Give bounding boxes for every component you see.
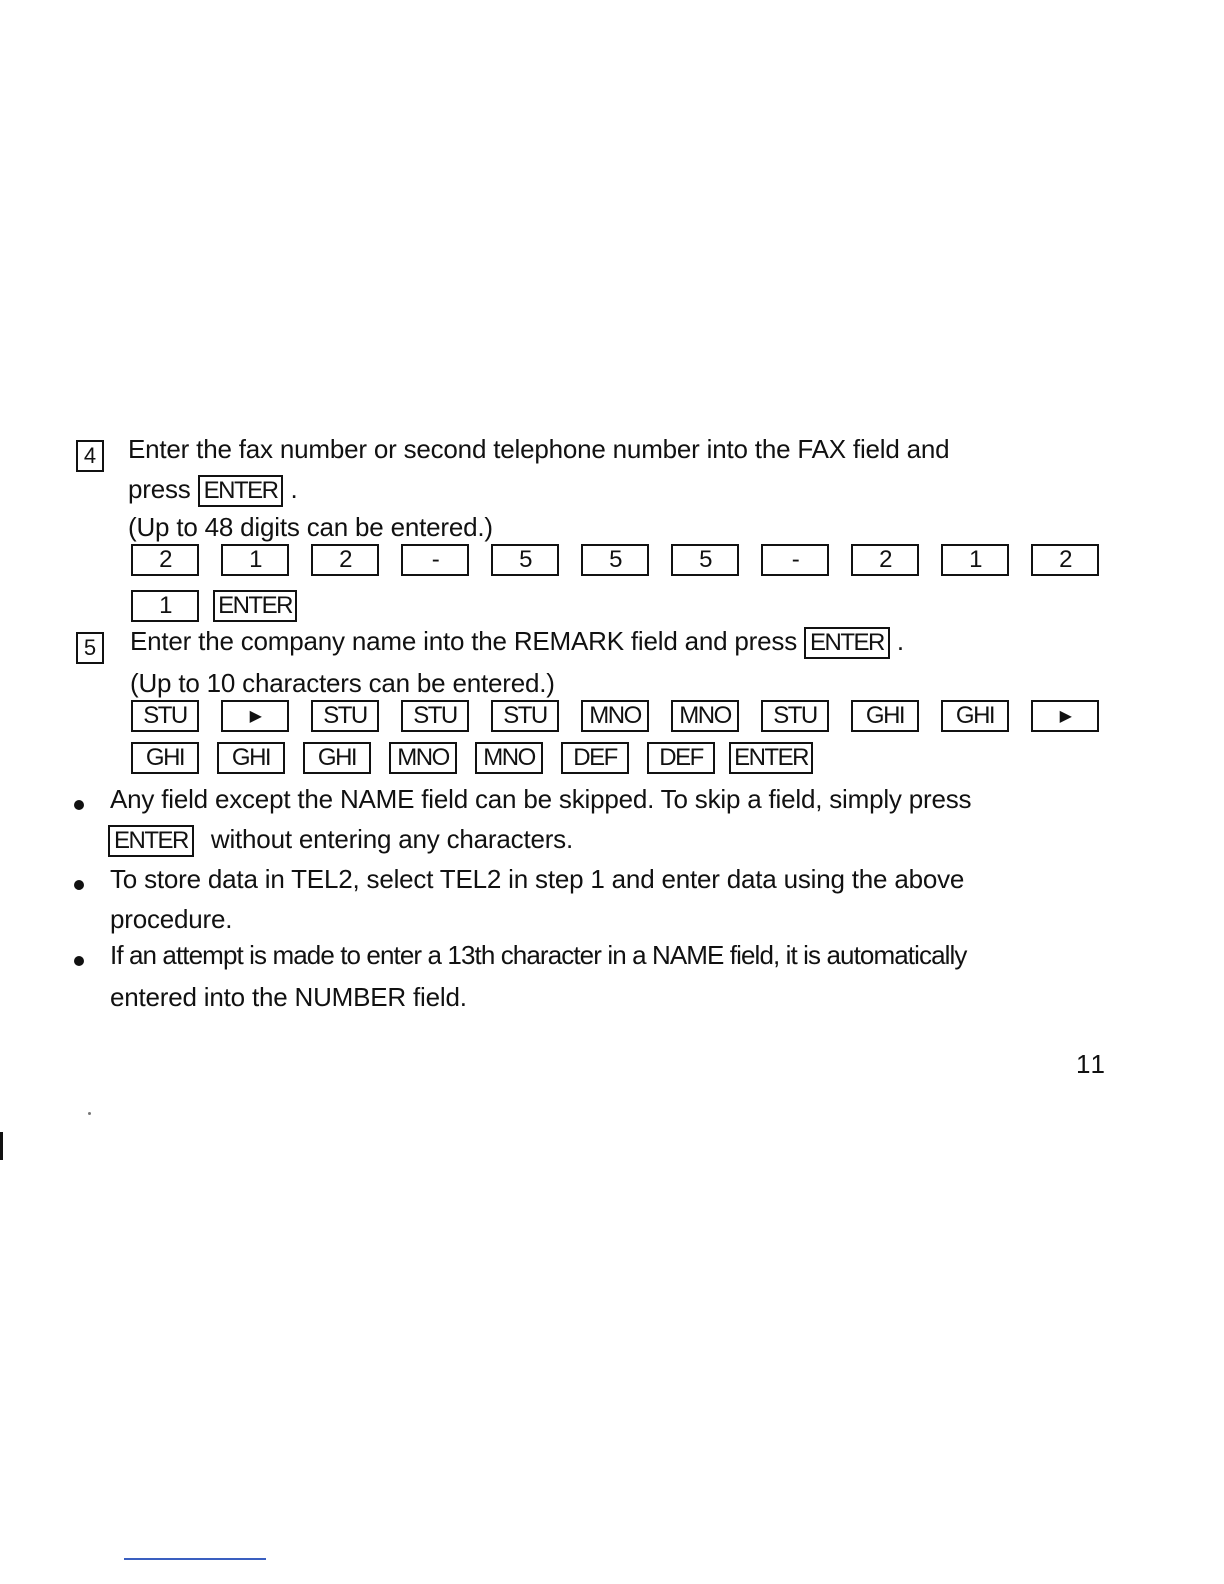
step-5-text: Enter the company name into the REMARK field and press bbox=[130, 626, 797, 656]
page-number: 11 bbox=[1076, 1049, 1107, 1079]
key-stu: STU bbox=[491, 700, 559, 732]
bullet-icon bbox=[74, 880, 84, 890]
press-word: press bbox=[128, 474, 191, 504]
key-stu: STU bbox=[761, 700, 829, 732]
step-5-instruction bbox=[130, 624, 904, 659]
note-2-line-1: To store data in TEL2, select TEL2 in step 1 and enter data using the above bbox=[110, 864, 965, 894]
step-4-key-sequence-row-1 bbox=[131, 544, 1121, 576]
key-stu: STU bbox=[311, 700, 379, 732]
enter-key-inline: ENTER bbox=[198, 475, 284, 507]
step-4-instruction: Enter the fax number or second telephone number into the FAX field and bbox=[128, 434, 950, 464]
key-2: 2 bbox=[311, 544, 379, 576]
key-2: 2 bbox=[1031, 544, 1099, 576]
key-right-arrow bbox=[1031, 700, 1099, 732]
key-def: DEF bbox=[561, 742, 629, 774]
enter-key-inline: ENTER bbox=[108, 825, 194, 857]
key-5: 5 bbox=[581, 544, 649, 576]
key-mno: MNO bbox=[581, 700, 649, 732]
key-ghi: GHI bbox=[303, 742, 371, 774]
key-right-arrow bbox=[221, 700, 289, 732]
key-mno: MNO bbox=[475, 742, 543, 774]
key-def: DEF bbox=[647, 742, 715, 774]
key-hyphen: - bbox=[401, 544, 469, 576]
scan-speck bbox=[88, 1112, 91, 1115]
key-1: 1 bbox=[941, 544, 1009, 576]
right-arrow-icon: ▶ bbox=[1059, 708, 1071, 725]
key-5: 5 bbox=[491, 544, 559, 576]
key-ghi: GHI bbox=[941, 700, 1009, 732]
period: . bbox=[290, 474, 298, 504]
step-4-key-sequence-row-2 bbox=[131, 590, 319, 622]
key-enter: ENTER bbox=[729, 742, 813, 774]
bottom-rule bbox=[124, 1558, 266, 1560]
step-4-press-line bbox=[128, 472, 298, 507]
period: . bbox=[896, 626, 904, 656]
step-5-key-sequence-row-2 bbox=[131, 742, 835, 774]
bullet-icon bbox=[74, 956, 84, 966]
scan-edge-mark bbox=[0, 1132, 3, 1160]
key-ghi: GHI bbox=[217, 742, 285, 774]
key-ghi: GHI bbox=[851, 700, 919, 732]
key-2: 2 bbox=[131, 544, 199, 576]
step-5-limit: (Up to 10 characters can be entered.) bbox=[130, 668, 555, 698]
key-2: 2 bbox=[851, 544, 919, 576]
step-4-number: 4 bbox=[76, 440, 104, 472]
enter-key-inline: ENTER bbox=[804, 627, 890, 659]
key-ghi: GHI bbox=[131, 742, 199, 774]
key-mno: MNO bbox=[389, 742, 457, 774]
key-1: 1 bbox=[131, 590, 199, 622]
step-5-number: 5 bbox=[76, 632, 104, 664]
key-1: 1 bbox=[221, 544, 289, 576]
note-3-line-1: If an attempt is made to enter a 13th character in a NAME field, it is automatically bbox=[110, 940, 967, 970]
note-1-line-2 bbox=[108, 822, 573, 857]
step-5-key-sequence-row-1 bbox=[131, 700, 1121, 732]
right-arrow-icon: ▶ bbox=[249, 708, 261, 725]
key-5: 5 bbox=[671, 544, 739, 576]
note-2-line-2: procedure. bbox=[110, 904, 233, 934]
key-mno: MNO bbox=[671, 700, 739, 732]
note-1-line-1: Any field except the NAME field can be skipped. To skip a field, simply press bbox=[110, 784, 972, 814]
key-enter: ENTER bbox=[213, 590, 297, 622]
key-stu: STU bbox=[401, 700, 469, 732]
key-stu: STU bbox=[131, 700, 199, 732]
key-hyphen: - bbox=[761, 544, 829, 576]
note-1-text: without entering any characters. bbox=[210, 824, 574, 854]
bullet-icon bbox=[74, 800, 84, 810]
note-3-line-2: entered into the NUMBER field. bbox=[110, 982, 467, 1012]
step-4-limit: (Up to 48 digits can be entered.) bbox=[128, 512, 493, 542]
